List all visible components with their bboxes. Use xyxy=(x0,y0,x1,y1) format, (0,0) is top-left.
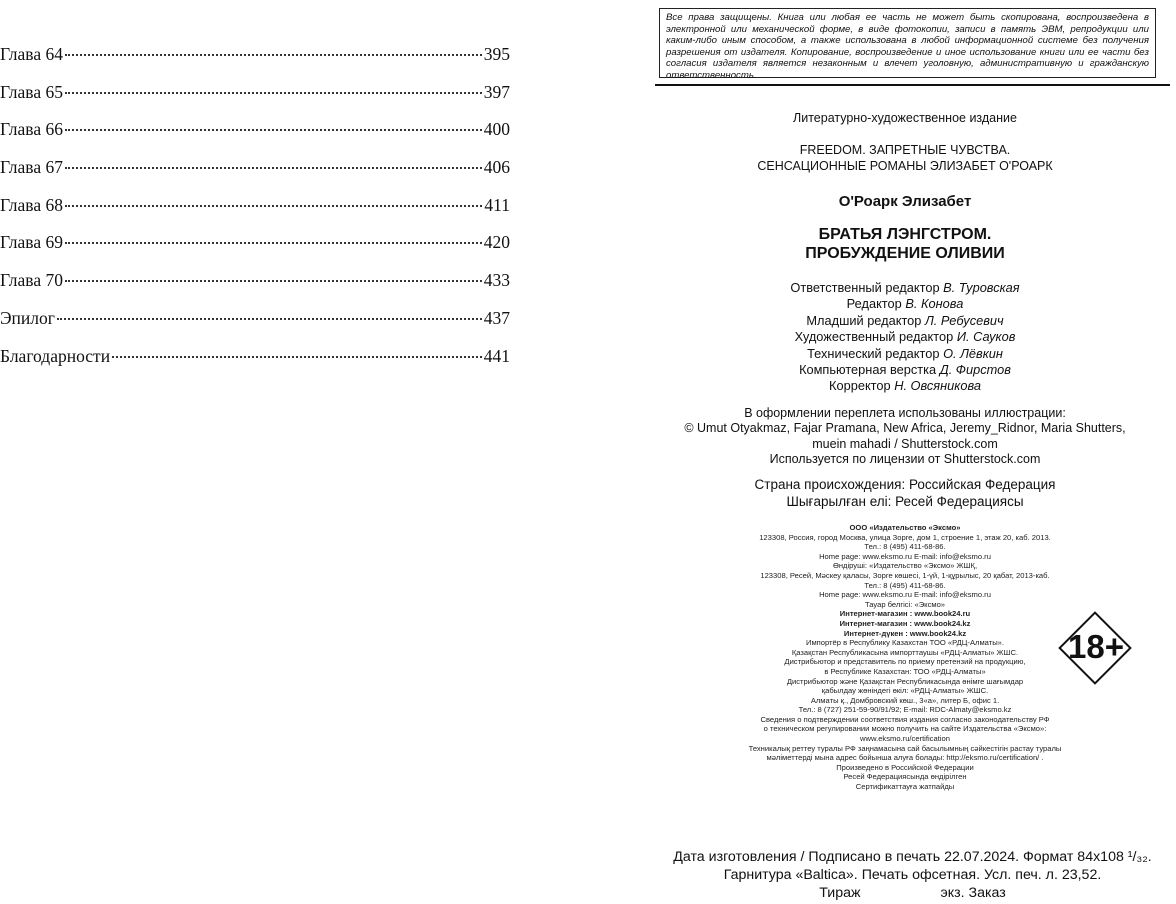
series-name xyxy=(655,142,1155,174)
credit-person: Д. Фирстов xyxy=(939,362,1011,378)
print-line: Гарнитура «Baltica». Печать офсетная. Усл. печ. л. 23,52. xyxy=(723,867,1102,883)
author-name: О'Роарк Элизабет xyxy=(838,193,972,210)
illustration-line: muein mahadi / Shutterstock.com xyxy=(812,436,998,451)
toc-leader xyxy=(65,280,482,282)
credits xyxy=(655,280,1155,395)
publisher-line: Тел.: 8 (495) 411-68-86. xyxy=(864,542,946,552)
toc-page: 433 xyxy=(483,270,510,291)
publisher-line: мәліметтерді мына адрес бойынша алуға болады: http://eksmo.ru/certification/ . xyxy=(766,753,1044,763)
credit-line xyxy=(655,346,1155,362)
credit-person: Н. Овсяникова xyxy=(894,378,981,394)
credit-line xyxy=(655,313,1155,329)
credit-role: Компьютерная верстка xyxy=(799,362,937,378)
table-of-contents xyxy=(0,44,510,383)
toc-title: Глава 66 xyxy=(0,119,63,140)
toc-title: Глава 65 xyxy=(0,81,63,102)
illustration-line: Используется по лицензии от Shutterstock.com xyxy=(769,452,1041,467)
credit-line xyxy=(655,378,1155,394)
toc-title: Глава 70 xyxy=(0,270,63,291)
publisher-line: в Республике Казахстан: ТОО «РДЦ-Алматы» xyxy=(824,666,986,676)
edition-type: Литературно-художественное издание xyxy=(793,111,1017,125)
toc-page: 411 xyxy=(484,194,510,215)
illustration-line: © Umut Otyakmaz, Fajar Pramana, New Africa, Jeremy_Ridnor, Maria Shutters, xyxy=(684,421,1126,436)
publisher-line: Импортёр в Республику Казахстан ТОО «РДЦ-Алматы». xyxy=(805,638,1004,648)
toc-page: 400 xyxy=(483,119,510,140)
credit-role: Младший редактор xyxy=(806,312,922,328)
credit-line xyxy=(655,362,1155,378)
credit-person: О. Лёвкин xyxy=(943,345,1003,361)
toc-row xyxy=(0,270,510,308)
publisher-line: www.eksmo.ru/certification xyxy=(860,734,950,744)
credit-person: И. Сауков xyxy=(956,329,1016,345)
publisher-line: Тел.: 8 (495) 411-68-86. xyxy=(864,580,946,590)
age-rating: 18+ xyxy=(1068,628,1124,665)
toc-page: 420 xyxy=(483,232,510,253)
toc-title: Эпилог xyxy=(0,307,55,328)
toc-row xyxy=(0,195,510,233)
print-zakaz: экз. Заказ xyxy=(940,885,1006,901)
publisher-line: 123308, Россия, город Москва, улица Зорге, дом 1, строение 1, этаж 20, каб. 2013. xyxy=(759,532,1051,542)
toc-leader xyxy=(65,92,482,94)
toc-page: 406 xyxy=(483,157,510,178)
toc-page: 395 xyxy=(483,44,510,64)
publisher-line: Тел.: 8 (727) 251-59-90/91/92; E-mail: RDC-Almaty@eksmo.kz xyxy=(798,705,1012,715)
toc-title: Глава 68 xyxy=(0,194,63,215)
publisher-line: Сертификаттауға жатпайды xyxy=(855,782,955,792)
credit-role: Ответственный редактор xyxy=(790,280,940,295)
publisher-line: Өндіруші: «Издательство «Эксмо» ЖШҚ, xyxy=(832,561,978,571)
series-line: FREEDOM. ЗАПРЕТНЫЕ ЧУВСТВА. xyxy=(799,143,1011,157)
toc-title: Глава 67 xyxy=(0,157,63,178)
credit-role: Художественный редактор xyxy=(794,329,954,345)
credit-person: В. Конова xyxy=(905,296,964,312)
credit-role: Технический редактор xyxy=(807,345,940,361)
print-line: Дата изготовления / Подписано в печать 22.07.2024. Формат 84x108 ¹/₃₂. xyxy=(673,849,1152,865)
toc-leader xyxy=(65,205,482,207)
credit-role: Редактор xyxy=(846,296,902,312)
toc-leader xyxy=(65,54,482,56)
publisher-line: о техническом регулировании можно получить на сайте Издательства «Эксмо»: xyxy=(763,724,1047,734)
toc-row xyxy=(0,232,510,270)
publisher-line: Тауар белгісі: «Эксмо» xyxy=(864,599,946,609)
publisher-line: Интернет-магазин : www.book24.kz xyxy=(839,618,971,628)
publisher-line: Дистрибьютор и представитель по приему претензий на продукцию, xyxy=(784,657,1026,667)
title-line: ПРОБУЖДЕНИЕ ОЛИВИИ xyxy=(805,245,1005,262)
toc-leader xyxy=(65,129,482,131)
publisher-line: Сведения о подтверждении соответствия издания согласно законодательству РФ xyxy=(760,714,1050,724)
toc-page: 437 xyxy=(483,307,510,328)
toc-leader xyxy=(65,167,482,169)
toc-title: Глава 64 xyxy=(0,44,63,64)
credit-line xyxy=(655,329,1155,345)
illustration-line: В оформлении переплета использованы иллюстрации: xyxy=(744,406,1066,420)
toc-row xyxy=(0,82,510,120)
publisher-line: Ресей Федерациясында өндірілген xyxy=(843,772,967,782)
publisher-line: Произведено в Российской Федерации xyxy=(836,762,974,772)
toc-row xyxy=(0,308,510,346)
publisher-line: Home page: www.eksmo.ru E-mail: info@eksmo.ru xyxy=(819,551,991,561)
print-details xyxy=(655,848,1170,902)
copyright-notice: Все права защищены. Книга или любая ее часть не может быть скопирована, воспроизведена в электронной или механической форме, в виде фотокопии, записи в память ЭВМ, репродукции или каким-либо иным способом, а также использована в любой информационной системе без получения разрешения от издателя. Копирование, воспроизведение и иное использование книги или ее части без согласия издателя является незаконным и влечет уголовную, административную и гражданскую ответственность. xyxy=(659,8,1156,78)
credit-line xyxy=(655,296,1155,312)
credit-role: Корректор xyxy=(829,378,891,394)
title-line: БРАТЬЯ ЛЭНГСТРОМ. xyxy=(818,226,992,243)
toc-page: 397 xyxy=(483,81,510,102)
toc-leader xyxy=(65,242,482,244)
publisher-line: Алматы қ., Домбровский көш., 3«а», литер Б, офис 1. xyxy=(810,695,1000,705)
publisher-line: Интернет-дүкен : www.book24.kz xyxy=(843,628,967,638)
country-of-origin xyxy=(655,476,1155,510)
credit-line xyxy=(655,280,1155,296)
publisher-line: Техникалық реттеу туралы РФ заңнамасына сай басылымның сәйкестігін растау туралы xyxy=(748,743,1062,753)
toc-leader xyxy=(57,318,482,320)
credit-person: В. Туровская xyxy=(943,280,1020,295)
publisher-line: қабылдау жөніндегі өкіл: «РДЦ-Алматы» ЖШС. xyxy=(821,686,989,696)
series-line: СЕНСАЦИОННЫЕ РОМАНЫ ЭЛИЗАБЕТ О'РОАРК xyxy=(757,159,1053,173)
illustration-credits xyxy=(655,406,1155,468)
publisher-line: Дистрибьютор және Қазақстан Республикасында өнімге шағымдар xyxy=(786,676,1024,686)
publisher-line: ООО «Издательство «Эксмо» xyxy=(849,523,961,532)
print-tirazh: Тираж xyxy=(819,885,861,901)
toc-page: 441 xyxy=(483,345,510,366)
toc-row xyxy=(0,157,510,195)
credit-person: Л. Ребусевич xyxy=(924,312,1004,328)
print-line xyxy=(655,884,1170,902)
toc-title: Глава 69 xyxy=(0,232,63,253)
toc-row xyxy=(0,119,510,157)
publisher-line: Интернет-магазин : www.book24.ru xyxy=(839,609,971,619)
publisher-line: Қазақстан Республикасына импорттаушы «РДЦ-Алматы» ЖШС. xyxy=(791,647,1019,657)
publisher-line: Home page: www.eksmo.ru E-mail: info@eksmo.ru xyxy=(819,590,991,600)
divider xyxy=(655,84,1170,86)
toc-leader xyxy=(112,356,482,358)
origin-ru: Страна происхождения: Российская Федерация xyxy=(754,477,1056,492)
toc-row xyxy=(0,346,510,384)
origin-kz: Шығарылған елі: Ресей Федерациясы xyxy=(786,494,1024,509)
publisher-line: 123308, Ресей, Мәскеу қаласы, Зорге көшесі, 1-үй, 1-құрылыс, 20 қабат, 2013-каб. xyxy=(760,570,1050,580)
toc-row xyxy=(0,44,510,82)
toc-title: Благодарности xyxy=(0,345,111,366)
book-title xyxy=(655,225,1155,263)
